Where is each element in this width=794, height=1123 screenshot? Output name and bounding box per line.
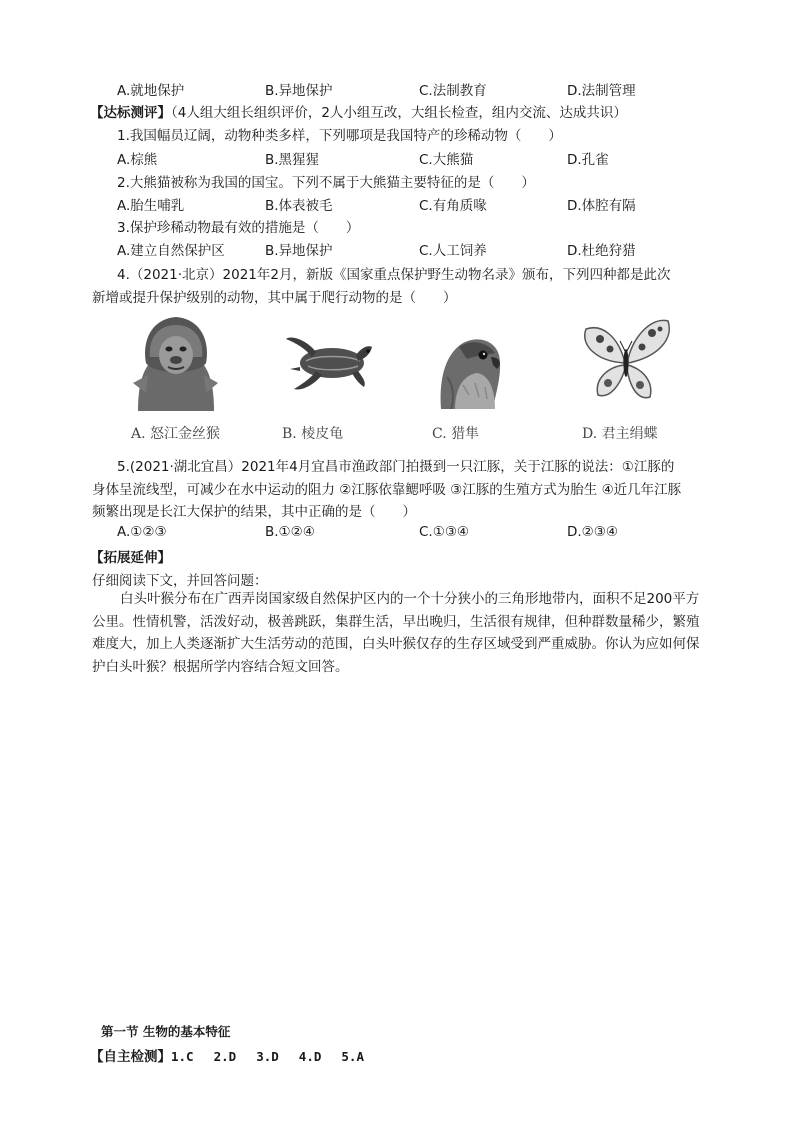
answers-items: 1.C 2.D 3.D 4.D 5.A — [171, 1049, 364, 1064]
q5-option-b: B.①②④ — [265, 524, 315, 540]
q1-option-b: B.黑猩猩 — [265, 152, 320, 168]
q5-option-a: A.①②③ — [117, 524, 167, 540]
q5-option-d: D.②③④ — [567, 524, 618, 540]
q2-option-d: D.体腔有隔 — [567, 198, 636, 214]
extend-instruction: 仔细阅读下文，并回答问题： — [92, 573, 268, 589]
extend-passage: 白头叶猴分布在广西弄岗国家级自然保护区内的一个十分狭小的三角形地带内，面积不足200平方公里。性情机警，活泼好动，极善跳跃，集群生活，早出晚归，生活很有规律，但种群数量稀少，繁殖难度大，加上人类逐渐扩大生活劳动的范围，白头叶猴仅存的生存区域受到严重威胁。你认为应如何保护白头叶猴？根据所学内容结合短文回答。 — [92, 591, 700, 675]
q4-label-b: B. 棱皮龟 — [282, 426, 344, 442]
monkey-image — [128, 313, 224, 411]
q3-stem: 3.保护珍稀动物最有效的措施是（ ） — [117, 220, 360, 236]
section-extend-title: 【拓展延伸】 — [90, 550, 171, 566]
q5-option-c: C.①③④ — [419, 524, 470, 540]
section-test-note: （4人组大组长组织评价，2人小组互改，大组长检查，组内交流、达成共识） — [171, 105, 627, 121]
q3-option-d: D.杜绝狩猎 — [567, 243, 636, 259]
q5-stem-line3: 频繁出现是长江大保护的结果，其中正确的是（ ） — [92, 504, 416, 520]
falcon-image — [433, 325, 503, 409]
section-test-header — [90, 101, 627, 121]
q1-option-a: A.棕熊 — [117, 152, 158, 168]
q5-stem-line1: 5.(2021·湖北宜昌）2021年4月宜昌市渔政部门拍摄到一只江豚，关于江豚的说法：①江豚的 — [117, 459, 675, 475]
q4-stem-line2: 新增或提升保护级别的动物，其中属于爬行动物的是（ ） — [92, 290, 457, 306]
q2-stem: 2.大熊猫被称为我国的国宝。下列不属于大熊猫主要特征的是（ ） — [117, 175, 535, 191]
answers-line — [90, 1045, 364, 1065]
prev-option-c: C.法制教育 — [419, 83, 487, 99]
q3-option-a: A.建立自然保护区 — [117, 243, 225, 259]
q4-label-c: C. 猎隼 — [432, 426, 480, 442]
q2-option-a: A.胎生哺乳 — [117, 198, 185, 214]
q4-label-d: D. 君主绢蝶 — [582, 426, 658, 442]
q3-option-c: C.人工饲养 — [419, 243, 487, 259]
q1-option-c: C.大熊猫 — [419, 152, 474, 168]
answers-section-title: 第一节 生物的基本特征 — [101, 1024, 231, 1039]
butterfly-image — [578, 315, 674, 407]
prev-option-a: A.就地保护 — [117, 83, 185, 99]
prev-option-b: B.异地保护 — [265, 83, 333, 99]
q2-option-c: C.有角质喙 — [419, 198, 487, 214]
q4-label-a: A. 怒江金丝猴 — [131, 426, 221, 442]
q3-option-b: B.异地保护 — [265, 243, 333, 259]
q5-stem-line2: 身体呈流线型，可减少在水中运动的阻力 ②江豚依靠鳃呼吸 ③江豚的生殖方式为胎生 ④近几年江豚 — [92, 482, 682, 498]
q1-stem: 1.我国幅员辽阔，动物种类多样，下列哪项是我国特产的珍稀动物（ ） — [117, 128, 562, 144]
q1-option-d: D.孔雀 — [567, 152, 609, 168]
q2-option-b: B.体表被毛 — [265, 198, 333, 214]
turtle-image — [282, 333, 378, 393]
section-test-title: 【达标测评】 — [90, 105, 171, 121]
q4-stem-line1: 4.（2021·北京）2021年2月，新版《国家重点保护野生动物名录》颁布，下列四种都是此次 — [117, 267, 671, 283]
prev-option-d: D.法制管理 — [567, 83, 636, 99]
answers-label: 【自主检测】 — [90, 1049, 171, 1065]
